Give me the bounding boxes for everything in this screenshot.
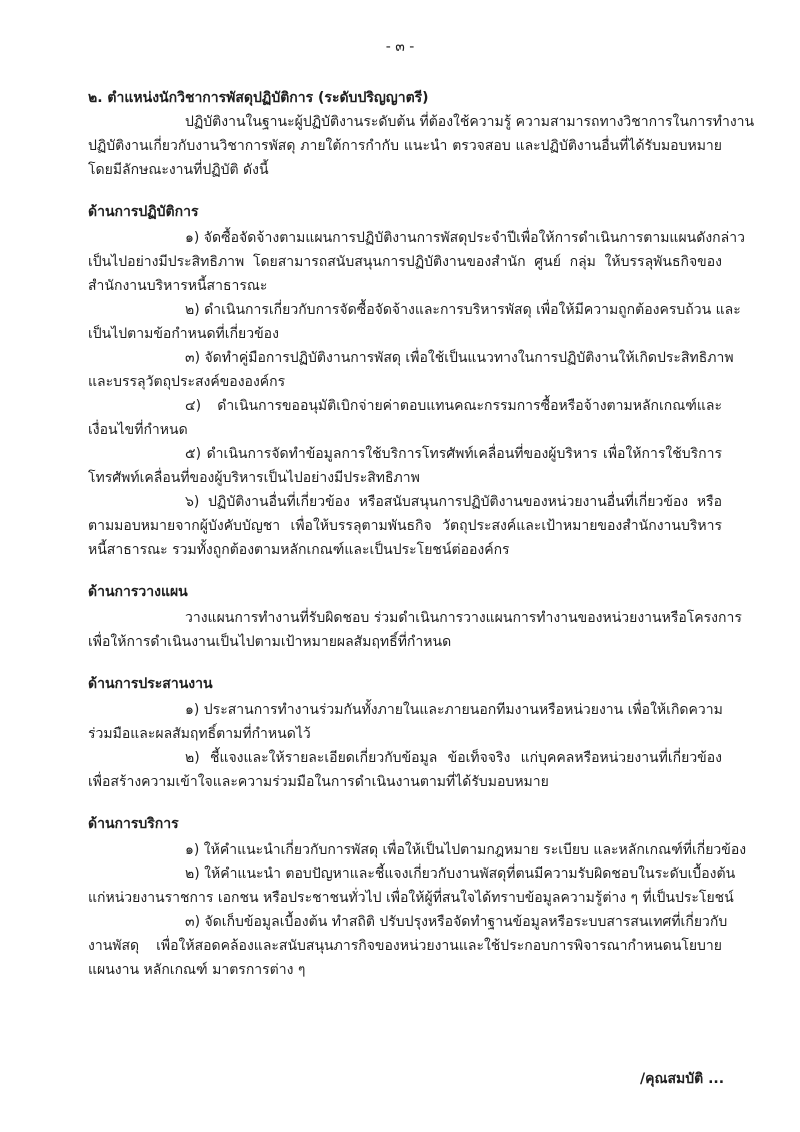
text-line: เพื่อให้การดำเนินงานเป็นไปตามเป้าหมายผลสัมฤทธิ์ที่กำหนด (88, 634, 452, 650)
text-line: ๓) จัดทำคู่มือการปฏิบัติงานการพัสดุ เพื่อใช้เป็นแนวทางในการปฏิบัติงานให้เกิดประสิทธิภาพ (185, 350, 734, 366)
text-line: ปฏิบัติงานในฐานะผู้ปฏิบัติงานระดับต้น ที่ต้องใช้ความรู้ ความสามารถทางวิชาการในการทำงาน (185, 114, 755, 130)
text-line: ๑) ให้คำแนะนำเกี่ยวกับการพัสดุ เพื่อให้เป็นไปตามกฎหมาย ระเบียบ และหลักเกณฑ์ที่เกี่ยวข้อง (185, 842, 747, 858)
list-item (88, 442, 722, 490)
text-line: เป็นไปอย่างมีประสิทธิภาพ โดยสามารถสนับสนุนการปฏิบัติงานของสำนัก ศูนย์ กลุ่ม ให้บรรลุพันธกิจของ (88, 254, 722, 270)
page-number: - ๓ - (385, 39, 415, 55)
text-line: สำนักงานบริหารหนี้สาธารณะ (88, 278, 268, 294)
text-line: เพื่อสร้างความเข้าใจและความร่วมมือในการดำเนินงานตามที่ได้รับมอบหมาย (88, 774, 549, 790)
list-item (88, 746, 722, 794)
list-item (88, 394, 722, 442)
text-line: แก่หน่วยงานราชการ เอกชน หรือประชาชนทั่วไป เพื่อให้ผู้ที่สนใจได้ทราบข้อมูลความรู้ต่าง ๆ ที่เป็นประโยชน์ (88, 890, 734, 906)
intro-paragraph (88, 110, 755, 182)
text-line: วางแผนการทำงานที่รับผิดชอบ ร่วมดำเนินการวางแผนการทำงานของหน่วยงานหรือโครงการ (185, 610, 742, 626)
list-item (88, 698, 722, 746)
text-line: ๑) ประสานการทำงานร่วมกันทั้งภายในและภายนอกทีมงานหรือหน่วยงาน เพื่อให้เกิดความ (185, 702, 723, 718)
section (88, 812, 747, 982)
section-heading: ด้านการบริการ (88, 816, 179, 832)
text-line: แผนงาน หลักเกณฑ์ มาตรการต่าง ๆ (88, 962, 306, 978)
text-line: โทรศัพท์เคลื่อนที่ของผู้บริหารเป็นไปอย่างมีประสิทธิภาพ (88, 470, 420, 486)
list-item (88, 606, 742, 654)
list-item (88, 838, 747, 862)
text-line: โดยมีลักษณะงานที่ปฏิบัติ ดังนี้ (88, 162, 269, 178)
text-line: ๓) จัดเก็บข้อมูลเบื้องต้น ทำสถิติ ปรับปรุงหรือจัดทำฐานข้อมูลหรือระบบสารสนเทศที่เกี่ยวกับ (185, 914, 728, 930)
continuation-note: /คุณสมบัติ ... (640, 1071, 725, 1087)
text-line: ร่วมมือและผลสัมฤทธิ์ตามที่กำหนดไว้ (88, 726, 311, 742)
section-heading: ด้านการประสานงาน (88, 676, 213, 692)
section-heading: ด้านการวางแผน (88, 584, 188, 600)
text-line: ๕) ดำเนินการจัดทำข้อมูลการใช้บริการโทรศัพท์เคลื่อนที่ของผู้บริหาร เพื่อให้การใช้บริการ (185, 446, 722, 462)
section (88, 580, 742, 654)
list-item (88, 910, 728, 982)
text-line: งานพัสดุ เพื่อให้สอดคล้องและสนับสนุนภารกิจของหน่วยงานและใช้ประกอบการพิจารณากำหนดนโยบาย (88, 938, 722, 954)
list-item (88, 862, 736, 910)
text-line: เป็นไปตามข้อกำหนดที่เกี่ยวข้อง (88, 326, 279, 342)
text-line: ๒) ชี้แจงและให้รายละเอียดเกี่ยวกับข้อมูล ข้อเท็จจริง แก่บุคคลหรือหน่วยงานที่เกี่ยวข้อง (185, 750, 722, 766)
text-line: ปฏิบัติงานเกี่ยวกับงานวิชาการพัสดุ ภายใต้การกำกับ แนะนำ ตรวจสอบ และปฏิบัติงานอื่นที่ได้รับมอบหมาย (88, 138, 722, 154)
text-line: ๒) ให้คำแนะนำ ตอบปัญหาและชี้แจงเกี่ยวกับงานพัสดุที่ตนมีความรับผิดชอบในระดับเบื้องต้น (185, 866, 736, 882)
text-line: เงื่อนไขที่กำหนด (88, 422, 188, 438)
text-line: ตามมอบหมายจากผู้บังคับบัญชา เพื่อให้บรรลุตามพันธกิจ วัตถุประสงค์และเป้าหมายของสำนักงานบริหาร (88, 518, 722, 534)
text-line: หนี้สาธารณะ รวมทั้งถูกต้องตามหลักเกณฑ์และเป็นประโยชน์ต่อองค์กร (88, 542, 510, 558)
text-line: ๔) ดำเนินการขออนุมัติเบิกจ่ายค่าตอบแทนคณะกรรมการซื้อหรือจ้างตามหลักเกณฑ์และ (185, 398, 722, 414)
list-item (88, 298, 741, 346)
text-line: ๖) ปฏิบัติงานอื่นที่เกี่ยวข้อง หรือสนับสนุนการปฏิบัติงานของหน่วยงานอื่นที่เกี่ยวข้อง หรือ (185, 494, 722, 510)
text-line: และบรรลุวัตถุประสงค์ขององค์กร (88, 374, 286, 390)
section-heading: ด้านการปฏิบัติการ (88, 204, 199, 220)
text-line: ๑) จัดซื้อจัดจ้างตามแผนการปฏิบัติงานการพัสดุประจำปีเพื่อให้การดำเนินการตามแผนดังกล่าว (185, 230, 745, 246)
list-item (88, 346, 734, 394)
section (88, 672, 722, 794)
list-item (88, 490, 722, 562)
section (88, 200, 745, 562)
document-body (88, 86, 755, 982)
text-line: ๒) ดำเนินการเกี่ยวกับการจัดซื้อจัดจ้างและการบริหารพัสดุ เพื่อให้มีความถูกต้องครบถ้วน และ (185, 302, 741, 318)
list-item (88, 226, 745, 298)
position-title: ๒. ตำแหน่งนักวิชาการพัสดุปฏิบัติการ (ระดับปริญญาตรี) (88, 90, 429, 106)
